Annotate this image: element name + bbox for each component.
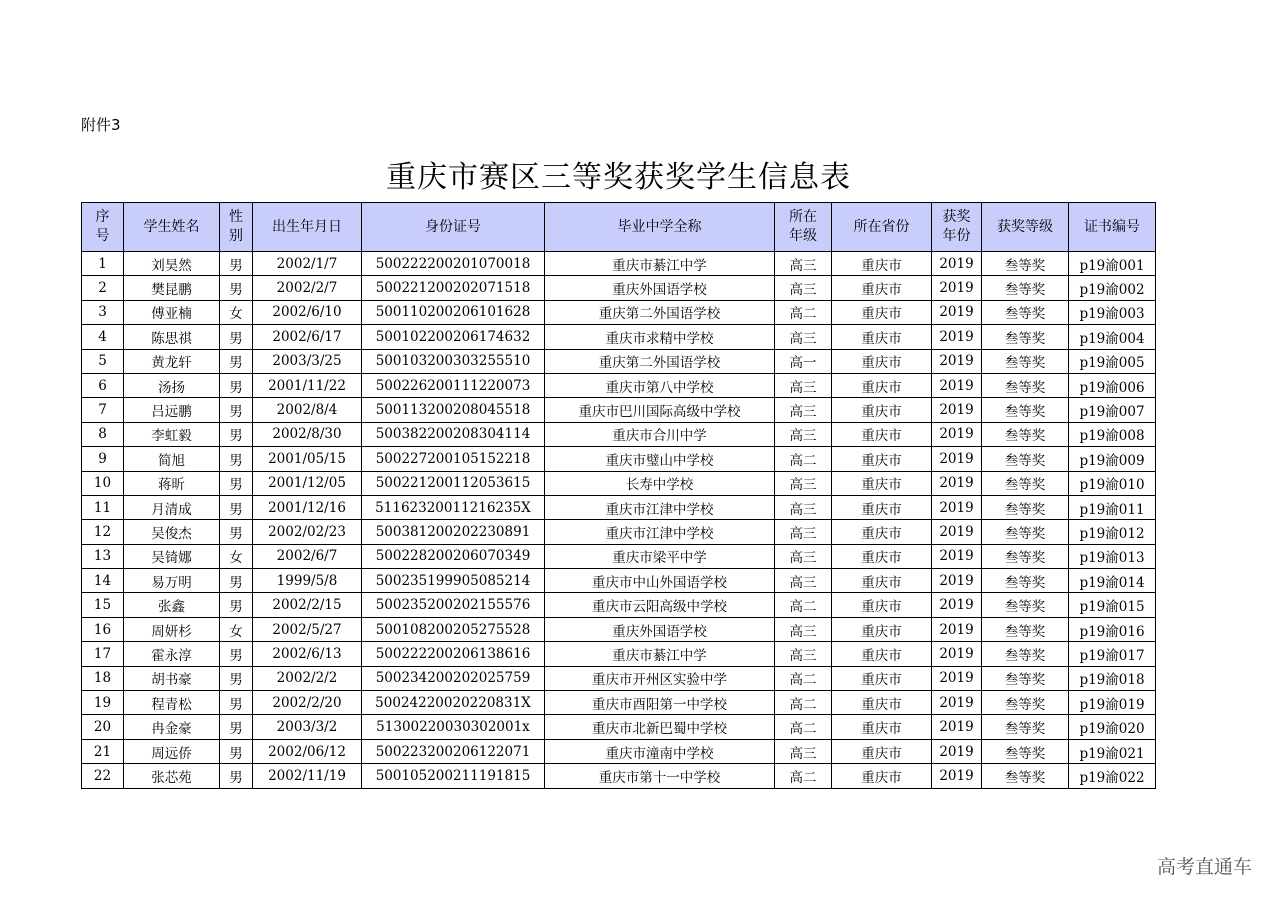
cell-id-number: 500235199905085214 [362,569,545,593]
cell-index: 6 [82,373,124,397]
cell-award-level: 叁等奖 [982,544,1069,568]
cell-id-number: 500221200112053615 [362,471,545,495]
cell-grade: 高三 [775,569,832,593]
cell-award-level: 叁等奖 [982,300,1069,324]
cell-school: 重庆市江津中学校 [545,520,775,544]
cell-id-number: 500227200105152218 [362,447,545,471]
cell-gender: 男 [220,593,253,617]
cell-certificate: p19渝003 [1069,300,1156,324]
cell-province: 重庆市 [832,276,932,300]
cell-id-number: 500110200206101628 [362,300,545,324]
cell-grade: 高三 [775,617,832,641]
table-row [82,349,1156,373]
cell-province: 重庆市 [832,325,932,349]
cell-school: 重庆市第八中学校 [545,373,775,397]
cell-award-year: 2019 [932,739,982,763]
cell-school: 重庆外国语学校 [545,276,775,300]
cell-certificate: p19渝007 [1069,398,1156,422]
watermark: 高考直通车 [1156,856,1252,878]
cell-award-year: 2019 [932,252,982,276]
cell-birthdate: 2002/2/2 [253,666,362,690]
cell-gender: 男 [220,739,253,763]
cell-grade: 高三 [775,252,832,276]
cell-gender: 女 [220,617,253,641]
col-header-name: 学生姓名 [124,203,220,252]
cell-certificate: p19渝008 [1069,422,1156,446]
cell-province: 重庆市 [832,422,932,446]
cell-grade: 高三 [775,520,832,544]
col-header-index: 序号 [82,203,124,252]
cell-id-number: 500222200201070018 [362,252,545,276]
cell-index: 1 [82,252,124,276]
cell-birthdate: 2001/11/22 [253,373,362,397]
cell-name: 李虹毅 [124,422,220,446]
cell-name: 傅亚楠 [124,300,220,324]
cell-award-level: 叁等奖 [982,471,1069,495]
cell-index: 8 [82,422,124,446]
cell-id-number: 500102200206174632 [362,325,545,349]
table-row [82,471,1156,495]
cell-school: 重庆市第十一中学校 [545,764,775,788]
table-row [82,617,1156,641]
cell-birthdate: 2002/6/7 [253,544,362,568]
cell-name: 张芯苑 [124,764,220,788]
table-row [82,520,1156,544]
cell-birthdate: 2002/2/15 [253,593,362,617]
cell-index: 7 [82,398,124,422]
cell-gender: 男 [220,520,253,544]
cell-name: 周妍杉 [124,617,220,641]
cell-grade: 高三 [775,276,832,300]
cell-award-year: 2019 [932,666,982,690]
cell-certificate: p19渝015 [1069,593,1156,617]
cell-gender: 男 [220,495,253,519]
cell-award-year: 2019 [932,447,982,471]
cell-award-level: 叁等奖 [982,642,1069,666]
cell-award-level: 叁等奖 [982,520,1069,544]
cell-school: 重庆外国语学校 [545,617,775,641]
cell-name: 月清成 [124,495,220,519]
cell-id-number: 500108200205275528 [362,617,545,641]
cell-birthdate: 2001/12/05 [253,471,362,495]
cell-award-year: 2019 [932,471,982,495]
col-header-award-year: 获奖年份 [932,203,982,252]
cell-grade: 高三 [775,373,832,397]
cell-grade: 高一 [775,349,832,373]
cell-index: 5 [82,349,124,373]
cell-award-level: 叁等奖 [982,252,1069,276]
cell-certificate: p19渝002 [1069,276,1156,300]
cell-index: 11 [82,495,124,519]
page-title: 重庆市赛区三等奖获奖学生信息表 [386,160,851,195]
cell-name: 易万明 [124,569,220,593]
cell-province: 重庆市 [832,252,932,276]
cell-award-year: 2019 [932,300,982,324]
cell-school: 重庆市北新巴蜀中学校 [545,715,775,739]
table-row [82,739,1156,763]
cell-grade: 高二 [775,593,832,617]
cell-id-number: 500226200111220073 [362,373,545,397]
cell-id-number: 500223200206122071 [362,739,545,763]
cell-school: 重庆市云阳高级中学校 [545,593,775,617]
cell-award-level: 叁等奖 [982,276,1069,300]
cell-certificate: p19渝004 [1069,325,1156,349]
cell-certificate: p19渝017 [1069,642,1156,666]
cell-index: 10 [82,471,124,495]
cell-certificate: p19渝012 [1069,520,1156,544]
cell-school: 重庆市合川中学 [545,422,775,446]
cell-school: 重庆市綦江中学 [545,252,775,276]
cell-grade: 高二 [775,300,832,324]
cell-gender: 男 [220,715,253,739]
cell-gender: 男 [220,422,253,446]
cell-id-number: 500228200206070349 [362,544,545,568]
cell-gender: 男 [220,764,253,788]
cell-gender: 男 [220,398,253,422]
cell-award-level: 叁等奖 [982,617,1069,641]
cell-index: 3 [82,300,124,324]
cell-name: 蒋昕 [124,471,220,495]
cell-school: 重庆市酉阳第一中学校 [545,691,775,715]
cell-province: 重庆市 [832,520,932,544]
cell-index: 2 [82,276,124,300]
cell-award-year: 2019 [932,715,982,739]
cell-province: 重庆市 [832,715,932,739]
cell-grade: 高三 [775,398,832,422]
award-table [81,202,1156,789]
cell-index: 9 [82,447,124,471]
cell-award-year: 2019 [932,276,982,300]
cell-gender: 男 [220,447,253,471]
cell-index: 16 [82,617,124,641]
table-row [82,325,1156,349]
col-header-id-number: 身份证号 [362,203,545,252]
cell-award-year: 2019 [932,398,982,422]
cell-gender: 男 [220,252,253,276]
cell-name: 吴锜娜 [124,544,220,568]
cell-birthdate: 2002/2/7 [253,276,362,300]
cell-certificate: p19渝022 [1069,764,1156,788]
col-header-gender: 性别 [220,203,253,252]
col-header-certificate: 证书编号 [1069,203,1156,252]
cell-province: 重庆市 [832,569,932,593]
cell-birthdate: 2002/6/17 [253,325,362,349]
header-row [82,203,1156,252]
cell-award-level: 叁等奖 [982,349,1069,373]
cell-school: 重庆市开州区实验中学 [545,666,775,690]
cell-grade: 高二 [775,666,832,690]
cell-birthdate: 2002/8/30 [253,422,362,446]
table-row [82,593,1156,617]
cell-index: 15 [82,593,124,617]
cell-award-level: 叁等奖 [982,691,1069,715]
cell-index: 17 [82,642,124,666]
cell-school: 重庆市璧山中学校 [545,447,775,471]
cell-award-year: 2019 [932,691,982,715]
cell-province: 重庆市 [832,495,932,519]
cell-award-year: 2019 [932,593,982,617]
cell-index: 4 [82,325,124,349]
cell-province: 重庆市 [832,764,932,788]
cell-award-year: 2019 [932,642,982,666]
cell-birthdate: 2001/12/16 [253,495,362,519]
cell-award-level: 叁等奖 [982,739,1069,763]
table-body [82,252,1156,789]
cell-birthdate: 2002/06/12 [253,739,362,763]
cell-province: 重庆市 [832,739,932,763]
cell-province: 重庆市 [832,593,932,617]
cell-award-year: 2019 [932,495,982,519]
cell-gender: 女 [220,544,253,568]
cell-award-level: 叁等奖 [982,715,1069,739]
table-row [82,398,1156,422]
cell-award-level: 叁等奖 [982,422,1069,446]
cell-school: 重庆市梁平中学 [545,544,775,568]
cell-name: 霍永淳 [124,642,220,666]
cell-name: 陈思祺 [124,325,220,349]
cell-birthdate: 2002/1/7 [253,252,362,276]
cell-certificate: p19渝011 [1069,495,1156,519]
cell-birthdate: 2002/02/23 [253,520,362,544]
cell-birthdate: 2001/05/15 [253,447,362,471]
attachment-label: 附件3 [81,116,121,134]
table-row [82,373,1156,397]
cell-id-number: 500234200202025759 [362,666,545,690]
cell-school: 重庆市中山外国语学校 [545,569,775,593]
cell-award-year: 2019 [932,617,982,641]
cell-gender: 男 [220,349,253,373]
cell-school: 重庆第二外国语学校 [545,349,775,373]
cell-province: 重庆市 [832,642,932,666]
cell-name: 张鑫 [124,593,220,617]
cell-index: 12 [82,520,124,544]
cell-award-year: 2019 [932,422,982,446]
cell-name: 程青松 [124,691,220,715]
cell-province: 重庆市 [832,617,932,641]
cell-certificate: p19渝005 [1069,349,1156,373]
cell-province: 重庆市 [832,373,932,397]
cell-id-number: 500105200211191815 [362,764,545,788]
cell-certificate: p19渝013 [1069,544,1156,568]
cell-gender: 男 [220,642,253,666]
cell-grade: 高二 [775,691,832,715]
table-row [82,715,1156,739]
cell-name: 黄龙轩 [124,349,220,373]
cell-name: 胡书豪 [124,666,220,690]
cell-id-number: 50024220020220831X [362,691,545,715]
cell-award-level: 叁等奖 [982,398,1069,422]
cell-grade: 高二 [775,764,832,788]
col-header-birthdate: 出生年月日 [253,203,362,252]
cell-school: 长寿中学校 [545,471,775,495]
cell-birthdate: 2002/6/13 [253,642,362,666]
cell-gender: 男 [220,569,253,593]
cell-school: 重庆第二外国语学校 [545,300,775,324]
col-header-province: 所在省份 [832,203,932,252]
cell-grade: 高三 [775,739,832,763]
cell-province: 重庆市 [832,349,932,373]
cell-award-level: 叁等奖 [982,447,1069,471]
cell-name: 吴俊杰 [124,520,220,544]
cell-gender: 男 [220,325,253,349]
cell-gender: 男 [220,666,253,690]
cell-province: 重庆市 [832,447,932,471]
cell-gender: 男 [220,373,253,397]
table-row [82,544,1156,568]
cell-award-level: 叁等奖 [982,666,1069,690]
cell-name: 樊昆鹏 [124,276,220,300]
table-row [82,666,1156,690]
cell-id-number: 51162320011216235X [362,495,545,519]
cell-name: 刘昊然 [124,252,220,276]
cell-index: 19 [82,691,124,715]
table-row [82,447,1156,471]
cell-school: 重庆市綦江中学 [545,642,775,666]
table-row [82,300,1156,324]
cell-birthdate: 2003/3/25 [253,349,362,373]
cell-id-number: 500235200202155576 [362,593,545,617]
cell-index: 21 [82,739,124,763]
cell-certificate: p19渝016 [1069,617,1156,641]
cell-id-number: 500382200208304114 [362,422,545,446]
cell-gender: 男 [220,691,253,715]
cell-id-number: 500113200208045518 [362,398,545,422]
cell-birthdate: 2002/11/19 [253,764,362,788]
cell-award-level: 叁等奖 [982,495,1069,519]
cell-certificate: p19渝020 [1069,715,1156,739]
cell-certificate: p19渝009 [1069,447,1156,471]
cell-id-number: 500381200202230891 [362,520,545,544]
cell-school: 重庆市巴川国际高级中学校 [545,398,775,422]
cell-id-number: 500221200202071518 [362,276,545,300]
cell-province: 重庆市 [832,666,932,690]
cell-school: 重庆市江津中学校 [545,495,775,519]
cell-award-level: 叁等奖 [982,569,1069,593]
cell-id-number: 500103200303255510 [362,349,545,373]
cell-award-level: 叁等奖 [982,325,1069,349]
cell-award-year: 2019 [932,373,982,397]
table-row [82,691,1156,715]
cell-certificate: p19渝001 [1069,252,1156,276]
cell-gender: 男 [220,276,253,300]
col-header-school: 毕业中学全称 [545,203,775,252]
cell-birthdate: 1999/5/8 [253,569,362,593]
cell-certificate: p19渝018 [1069,666,1156,690]
cell-gender: 女 [220,300,253,324]
cell-certificate: p19渝019 [1069,691,1156,715]
cell-certificate: p19渝006 [1069,373,1156,397]
cell-birthdate: 2002/6/10 [253,300,362,324]
cell-award-year: 2019 [932,325,982,349]
cell-index: 22 [82,764,124,788]
cell-birthdate: 2002/5/27 [253,617,362,641]
cell-index: 20 [82,715,124,739]
cell-certificate: p19渝010 [1069,471,1156,495]
cell-province: 重庆市 [832,300,932,324]
cell-province: 重庆市 [832,398,932,422]
cell-gender: 男 [220,471,253,495]
cell-grade: 高三 [775,422,832,446]
cell-certificate: p19渝021 [1069,739,1156,763]
cell-award-year: 2019 [932,764,982,788]
cell-award-level: 叁等奖 [982,764,1069,788]
cell-grade: 高三 [775,471,832,495]
cell-award-level: 叁等奖 [982,593,1069,617]
cell-school: 重庆市求精中学校 [545,325,775,349]
cell-name: 吕远鹏 [124,398,220,422]
col-header-grade: 所在年级 [775,203,832,252]
cell-school: 重庆市潼南中学校 [545,739,775,763]
cell-award-year: 2019 [932,520,982,544]
table-row [82,495,1156,519]
cell-grade: 高三 [775,325,832,349]
table-row [82,764,1156,788]
cell-grade: 高三 [775,642,832,666]
cell-province: 重庆市 [832,544,932,568]
cell-index: 13 [82,544,124,568]
cell-id-number: 51300220030302001x [362,715,545,739]
cell-birthdate: 2002/8/4 [253,398,362,422]
cell-province: 重庆市 [832,691,932,715]
col-header-award-level: 获奖等级 [982,203,1069,252]
cell-id-number: 500222200206138616 [362,642,545,666]
cell-award-year: 2019 [932,569,982,593]
cell-award-level: 叁等奖 [982,373,1069,397]
cell-grade: 高二 [775,715,832,739]
cell-index: 18 [82,666,124,690]
table-row [82,422,1156,446]
table-row [82,252,1156,276]
cell-province: 重庆市 [832,471,932,495]
cell-name: 简旭 [124,447,220,471]
cell-index: 14 [82,569,124,593]
table-row [82,569,1156,593]
cell-name: 周远侨 [124,739,220,763]
cell-award-year: 2019 [932,349,982,373]
cell-award-year: 2019 [932,544,982,568]
cell-grade: 高三 [775,544,832,568]
cell-certificate: p19渝014 [1069,569,1156,593]
cell-birthdate: 2002/2/20 [253,691,362,715]
table-row [82,642,1156,666]
cell-birthdate: 2003/3/2 [253,715,362,739]
cell-name: 冉金豪 [124,715,220,739]
cell-grade: 高三 [775,495,832,519]
table-row [82,276,1156,300]
cell-grade: 高二 [775,447,832,471]
cell-name: 汤扬 [124,373,220,397]
